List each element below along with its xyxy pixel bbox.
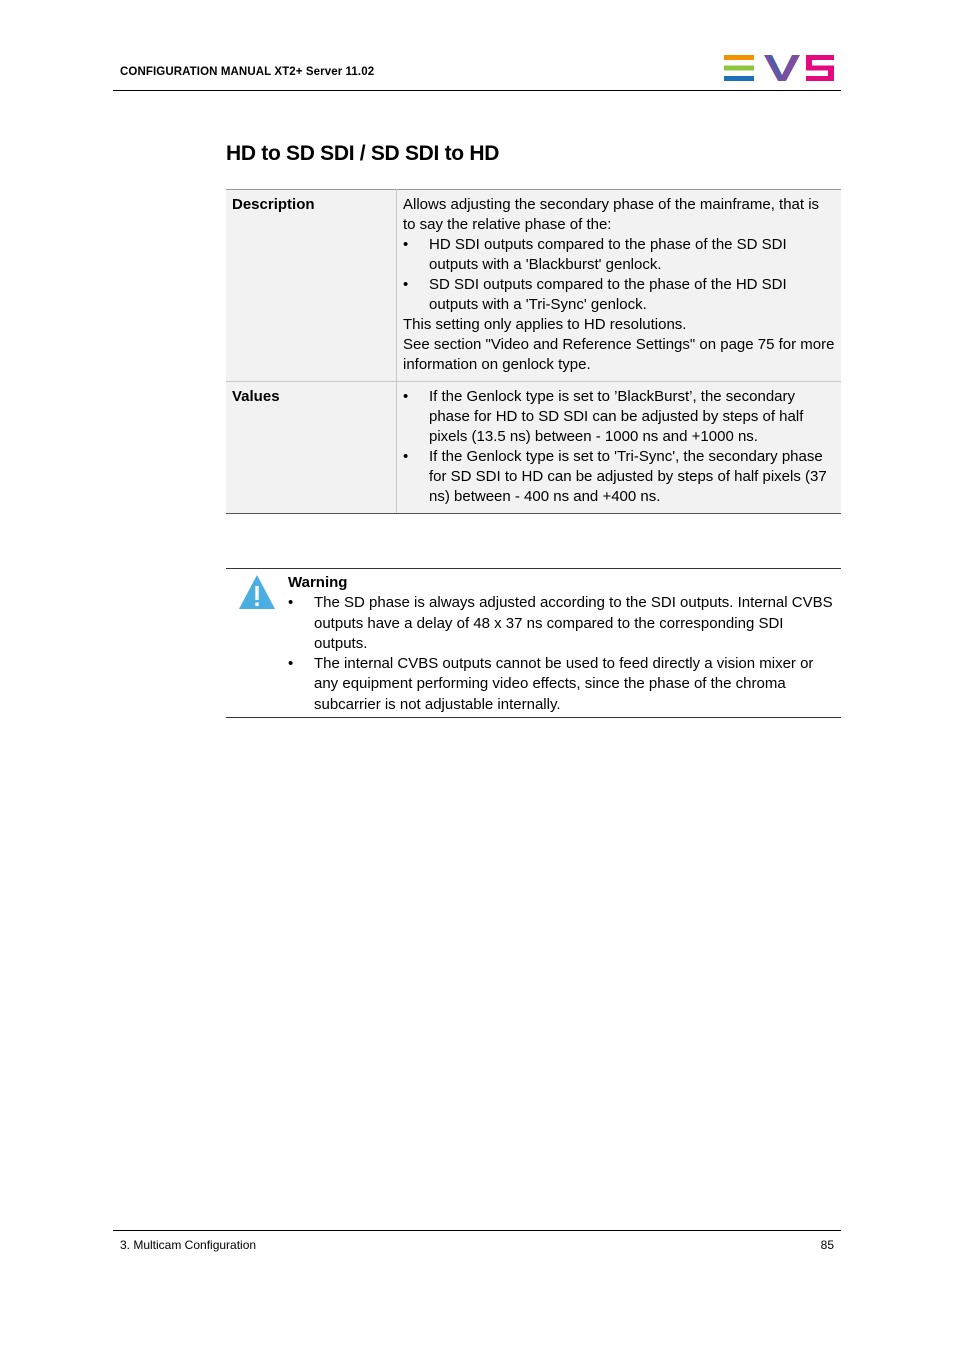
warning-title: Warning (288, 574, 348, 591)
description-bullets (403, 235, 835, 315)
warning-box (226, 568, 841, 718)
warning-body (288, 573, 836, 715)
list-item: • If the Genlock type is set to ’BlackBurst’, the secondary phase for HD to SD SDI can be adjusted by steps of half pixels (13.5 ns) between - 1000 ns and +1000 ns. (403, 388, 804, 445)
row-label: Values (226, 382, 397, 514)
table-row (226, 190, 841, 382)
list-item: • If the Genlock type is set to 'Tri-Sync', the secondary phase for SD SDI to HD can be adjusted by steps of half pixels (37 ns) between - 400 ns and +400 ns. (403, 448, 827, 505)
evs-logo-icon (724, 53, 836, 83)
warning-triangle-icon (238, 574, 276, 610)
row-content (397, 382, 842, 514)
parameter-table (226, 189, 841, 514)
warning-bullets (288, 593, 836, 715)
list-item: • HD SDI outputs compared to the phase of the SD SDI outputs with a 'Blackburst' genlock. (403, 236, 787, 273)
section-title: HD to SD SDI / SD SDI to HD (226, 142, 500, 165)
document-title: CONFIGURATION MANUAL XT2+ Server 11.02 (120, 66, 375, 78)
footer-rule (113, 1230, 841, 1231)
description-note: This setting only applies to HD resolutions. (403, 316, 687, 333)
page-number: 85 (820, 1238, 834, 1252)
footer-chapter: 3. Multicam Configuration (120, 1238, 257, 1252)
row-content (397, 190, 842, 382)
description-intro: Allows adjusting the secondary phase of the mainframe, that is to say the relative phase of the: (403, 196, 820, 233)
description-note: See section "Video and Reference Settings" on page 75 for more information on genlock type. (403, 336, 835, 373)
values-bullets (403, 387, 835, 507)
table-row (226, 382, 841, 514)
list-item: • The SD phase is always adjusted according to the SDI outputs. Internal CVBS outputs have a delay of 48 x 37 ns compared to the corresponding SDI outputs. (288, 594, 833, 652)
header-rule (113, 90, 841, 91)
list-item: • The internal CVBS outputs cannot be used to feed directly a vision mixer or any equipment performing video effects, since the phase of the chroma subcarrier is not adjustable internally. (288, 655, 814, 713)
row-label: Description (226, 190, 397, 382)
list-item: • SD SDI outputs compared to the phase of the HD SDI outputs with a 'Tri-Sync' genlock. (403, 276, 787, 313)
